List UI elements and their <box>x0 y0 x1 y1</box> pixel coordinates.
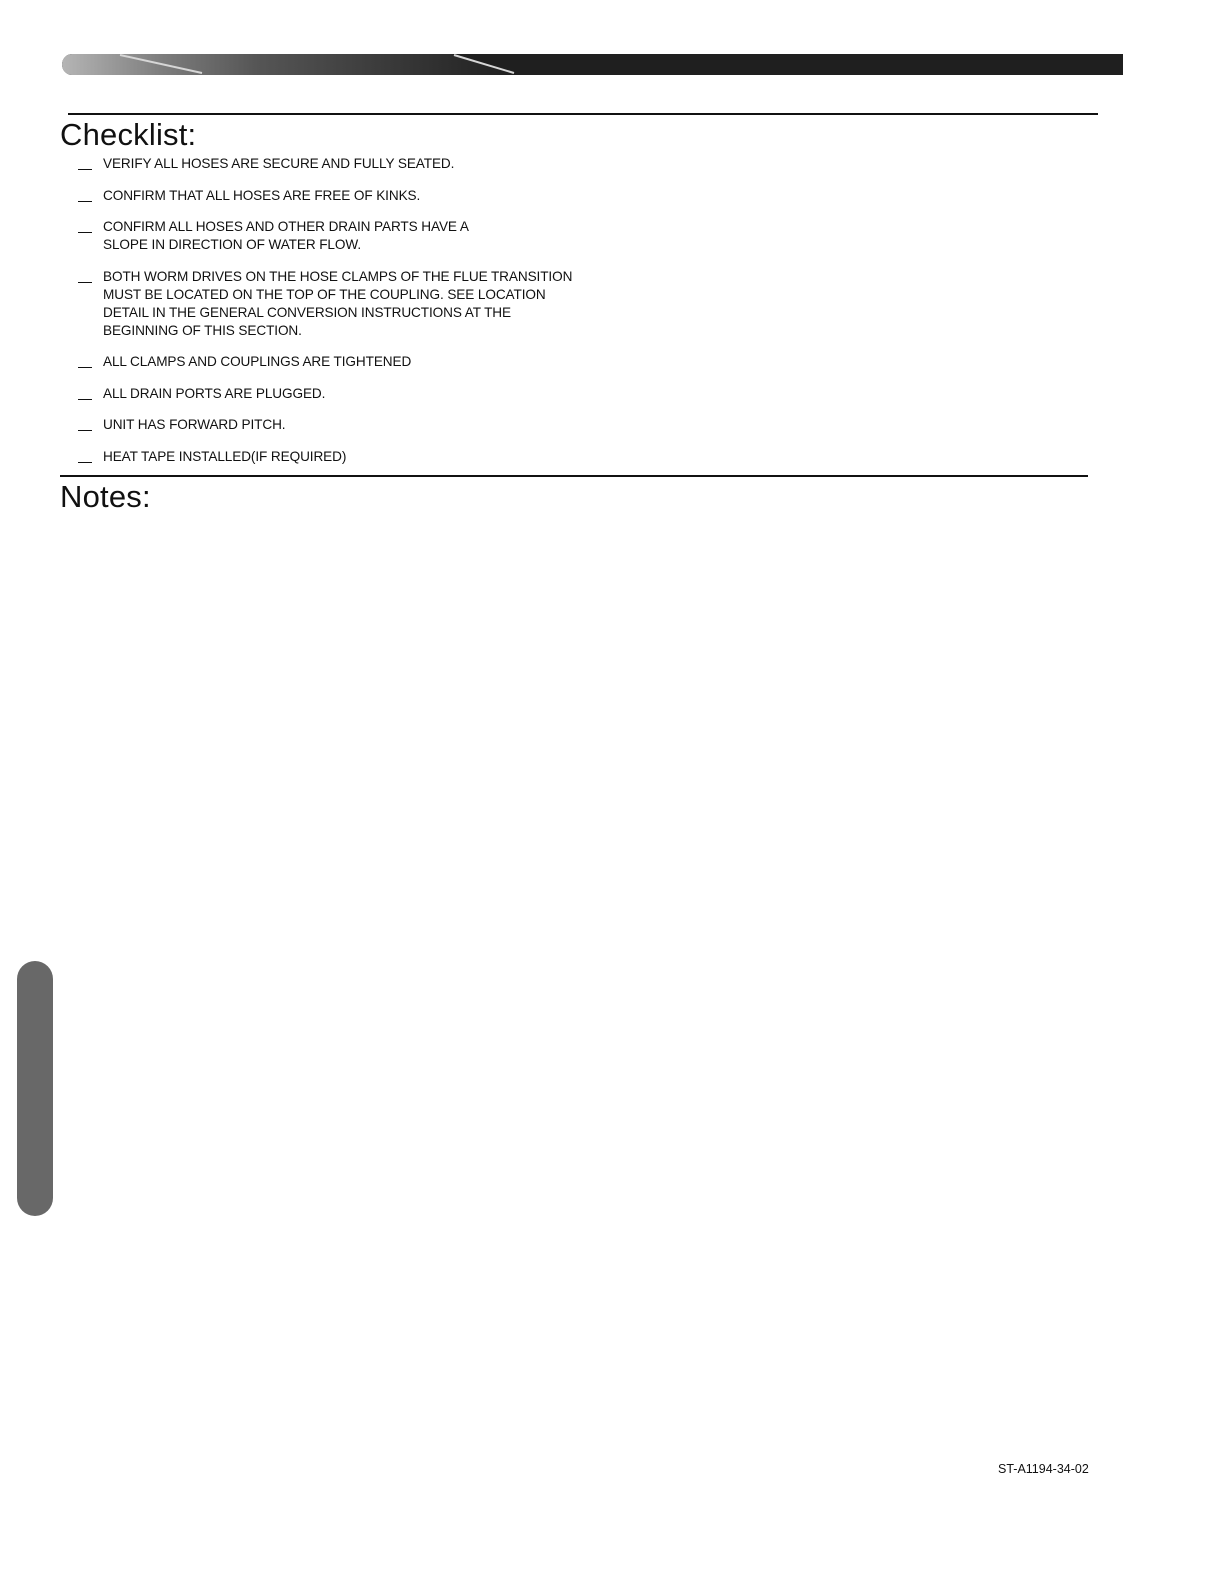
checklist-item <box>78 385 638 403</box>
check-blank-line[interactable] <box>78 416 92 431</box>
checklist-title: Checklist: <box>60 117 197 152</box>
section-side-tab <box>17 961 53 1216</box>
checklist-item <box>78 187 638 205</box>
checklist-item-text: HEAT TAPE INSTALLED(IF REQUIRED) <box>103 448 347 464</box>
checklist-item-text: CONFIRM THAT ALL HOSES ARE FREE OF KINKS. <box>103 187 421 203</box>
check-blank-line[interactable] <box>78 385 92 400</box>
check-blank-line[interactable] <box>78 268 92 283</box>
checklist-item <box>78 268 638 340</box>
header-banner <box>62 54 1123 75</box>
notes-top-rule <box>60 475 1088 477</box>
check-blank-line[interactable] <box>78 448 92 463</box>
check-blank-line[interactable] <box>78 218 92 233</box>
checklist-item <box>78 448 638 466</box>
notes-title: Notes: <box>60 479 151 514</box>
header-banner-graphic <box>62 54 1123 75</box>
checklist-item <box>78 353 638 371</box>
checklist-item-text: BOTH WORM DRIVES ON THE HOSE CLAMPS OF THE FLUE TRANSITION MUST BE LOCATED ON THE TOP OF THE COUPLING. SEE LOCATION DETAIL IN THE GENERAL CONVERSION INSTRUCTIONS AT THE BEGINNING OF THIS SECTION. <box>103 268 573 338</box>
checklist-item-text: UNIT HAS FORWARD PITCH. <box>103 417 286 432</box>
checklist-top-rule <box>68 113 1098 115</box>
checklist-item-text: ALL CLAMPS AND COUPLINGS ARE TIGHTENED <box>103 354 412 369</box>
checklist-item-text: CONFIRM ALL HOSES AND OTHER DRAIN PARTS HAVE A SLOPE IN DIRECTION OF WATER FLOW. <box>103 219 469 252</box>
checklist <box>78 155 638 479</box>
check-blank-line[interactable] <box>78 353 92 368</box>
document-code: ST-A1194-34-02 <box>998 1462 1089 1476</box>
check-blank-line[interactable] <box>78 155 92 170</box>
checklist-item <box>78 416 638 434</box>
check-blank-line[interactable] <box>78 187 92 202</box>
checklist-item <box>78 155 638 173</box>
checklist-item-text: VERIFY ALL HOSES ARE SECURE AND FULLY SEATED. <box>103 156 455 171</box>
checklist-item-text: ALL DRAIN PORTS ARE PLUGGED. <box>103 385 326 401</box>
checklist-item <box>78 218 638 254</box>
